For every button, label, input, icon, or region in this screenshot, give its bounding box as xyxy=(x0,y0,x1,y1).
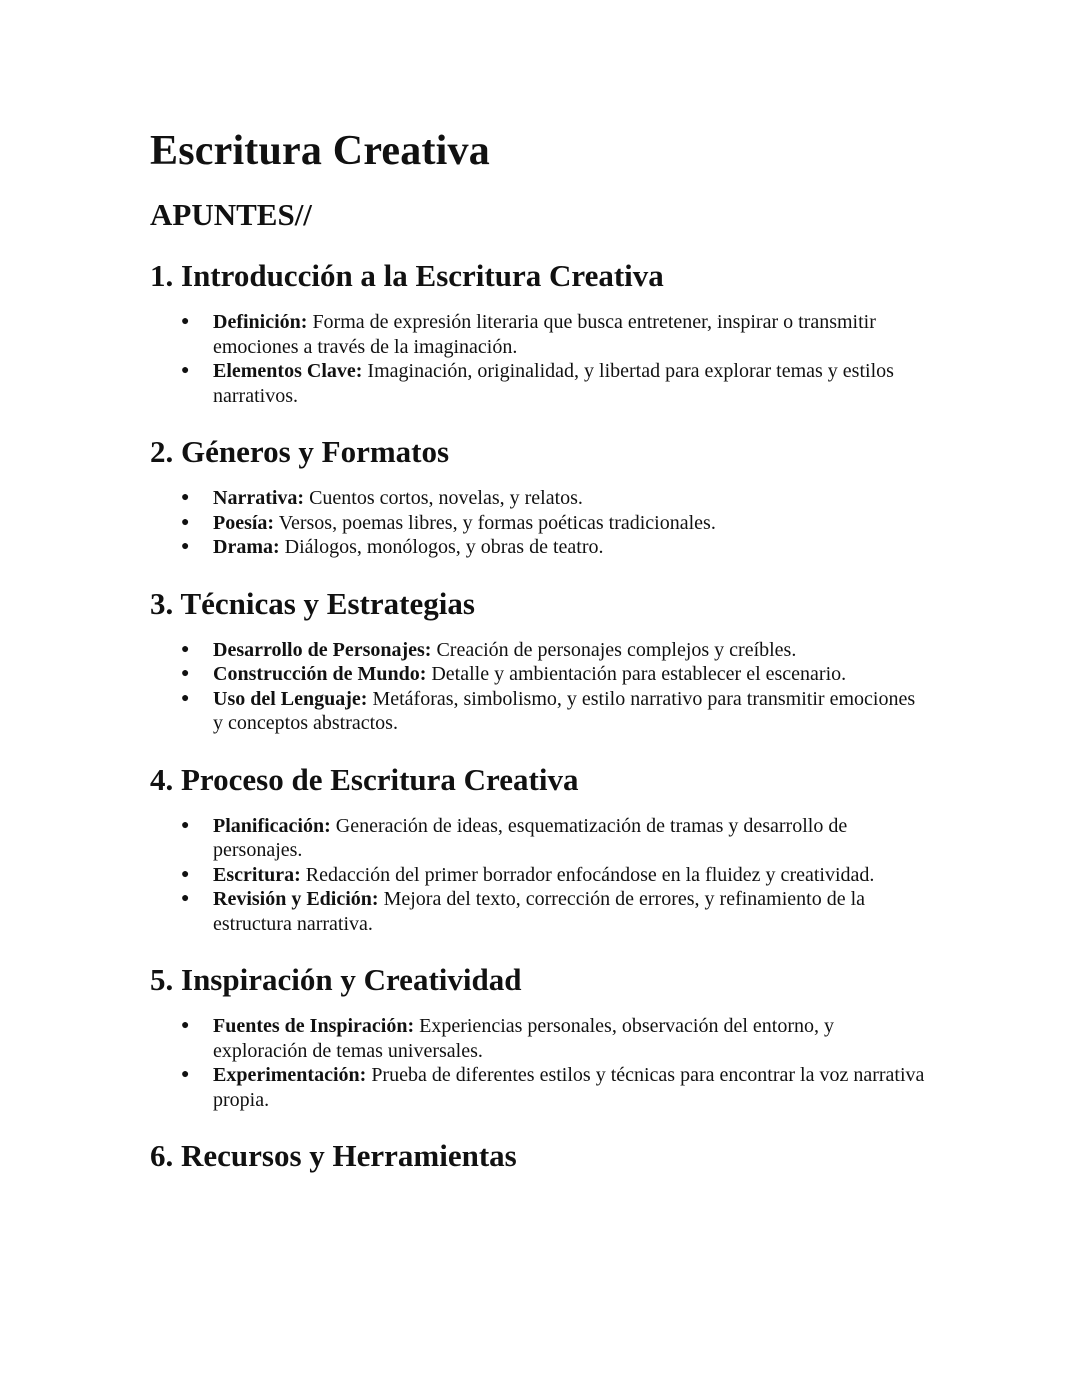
bullet-icon: ● xyxy=(181,1067,190,1082)
bullet-icon: ● xyxy=(181,866,190,882)
list-item xyxy=(150,359,940,408)
item-text: Redacción del primer borrador enfocándose en la fluidez y creatividad. xyxy=(300,863,875,886)
item-term: Construcción de Mundo: xyxy=(213,663,427,685)
item-text: Mejora del texto, corrección de errores, y refinamiento de la estructura narrativa. xyxy=(213,888,866,935)
bullet-icon: ● xyxy=(181,891,190,906)
section-proceso xyxy=(150,760,940,937)
bullet-icon: ● xyxy=(181,641,190,657)
item-term: Desarrollo de Personajes: xyxy=(213,638,432,661)
list-item xyxy=(150,1014,940,1063)
item-term: Poesía: xyxy=(213,511,275,534)
list-item xyxy=(150,1063,940,1112)
item-term: Fuentes de Inspiración: xyxy=(213,1015,415,1037)
bullet-list xyxy=(150,814,940,937)
list-item xyxy=(150,310,940,359)
section-inspiracion xyxy=(150,960,940,1112)
bullet-list xyxy=(150,1014,940,1112)
document-page xyxy=(150,122,940,1176)
document-subtitle: APUNTES// xyxy=(150,197,312,232)
item-term: Revisión y Edición: xyxy=(213,888,379,910)
section-heading: 1. Introducción a la Escritura Creativa xyxy=(150,258,664,293)
section-introduccion xyxy=(150,256,940,408)
item-term: Elementos Clave: xyxy=(213,360,363,382)
item-text: Generación de ideas, esquematización de tramas y desarrollo de personajes. xyxy=(213,814,848,861)
item-term: Narrativa: xyxy=(213,487,305,509)
bullet-icon: ● xyxy=(181,666,190,681)
section-heading: 6. Recursos y Herramientas xyxy=(150,1138,517,1173)
list-item xyxy=(150,863,940,888)
item-text: Metáforas, simbolismo, y estilo narrativo para transmitir emociones y conceptos abstractos. xyxy=(213,687,916,734)
section-heading: 5. Inspiración y Creatividad xyxy=(150,962,522,997)
list-item xyxy=(150,814,940,863)
section-heading: 4. Proceso de Escritura Creativa xyxy=(150,761,579,797)
bullet-icon: ● xyxy=(181,490,190,505)
bullet-icon: ● xyxy=(181,690,190,706)
item-term: Uso del Lenguaje: xyxy=(213,687,368,710)
item-term: Definición: xyxy=(213,311,308,333)
item-text: Creación de personajes complejos y creíbles. xyxy=(431,638,797,661)
section-heading: 2. Géneros y Formatos xyxy=(150,434,450,469)
item-text: Imaginación, originalidad, y libertad para explorar temas y estilos narrativos. xyxy=(213,360,894,407)
item-text: Detalle y ambientación para establecer el escenario. xyxy=(426,663,847,685)
item-text: Prueba de diferentes estilos y técnicas para encontrar la voz narrativa propia. xyxy=(213,1064,925,1111)
bullet-list xyxy=(150,486,940,560)
bullet-icon: ● xyxy=(181,363,190,378)
bullet-list xyxy=(150,310,940,408)
bullet-icon: ● xyxy=(181,314,190,329)
item-text: Forma de expresión literaria que busca entretener, inspirar o transmitir emociones a través de la imaginación. xyxy=(213,311,876,358)
item-text: Cuentos cortos, novelas, y relatos. xyxy=(304,487,583,509)
item-term: Planificación: xyxy=(213,814,331,837)
item-text: Diálogos, monólogos, y obras de teatro. xyxy=(279,536,604,558)
item-text: Experiencias personales, observación del entorno, y exploración de temas universales. xyxy=(213,1015,834,1062)
item-term: Drama: xyxy=(213,536,280,558)
bullet-list xyxy=(150,638,940,736)
section-generos xyxy=(150,432,940,560)
item-term: Experimentación: xyxy=(213,1064,367,1086)
section-recursos xyxy=(150,1136,940,1176)
document-title: Escritura Creativa xyxy=(150,128,490,174)
list-item xyxy=(150,687,940,736)
bullet-icon: ● xyxy=(181,817,190,833)
bullet-icon: ● xyxy=(181,539,190,554)
list-item xyxy=(150,511,940,536)
list-item xyxy=(150,662,940,687)
item-term: Escritura: xyxy=(213,863,301,886)
item-text: Versos, poemas libres, y formas poéticas tradicionales. xyxy=(274,511,716,534)
section-heading: 3. Técnicas y Estrategias xyxy=(150,585,475,621)
section-tecnicas xyxy=(150,584,940,736)
list-item xyxy=(150,486,940,511)
bullet-icon: ● xyxy=(181,514,190,530)
bullet-icon: ● xyxy=(181,1018,190,1033)
list-item xyxy=(150,887,940,936)
list-item xyxy=(150,535,940,560)
list-item xyxy=(150,638,940,663)
